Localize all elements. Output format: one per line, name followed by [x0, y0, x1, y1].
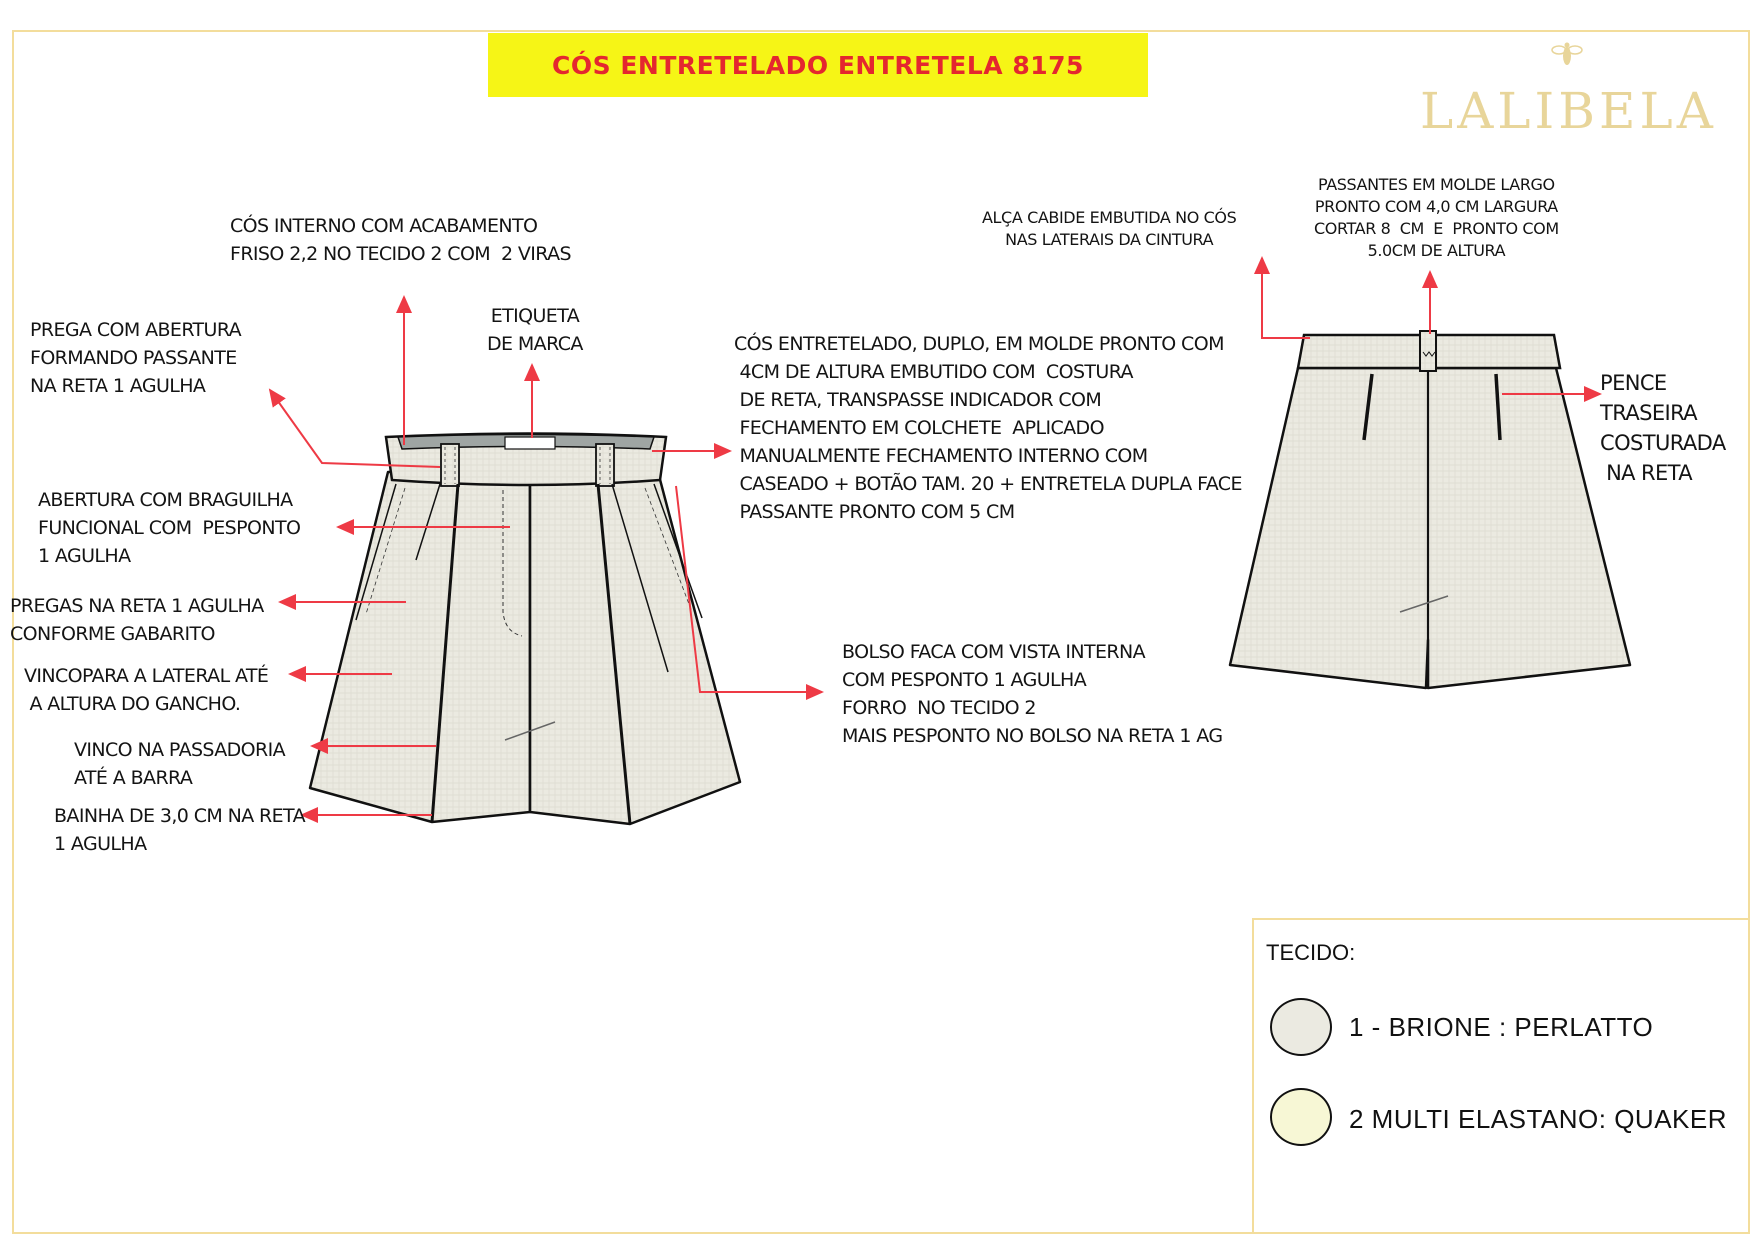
fabric-label-2: 2 MULTI ELASTANO: QUAKER: [1349, 1104, 1728, 1134]
belt-loop-left: [441, 444, 459, 486]
fabric-title: TECIDO:: [1266, 940, 1356, 965]
fabric-swatch-2: [1270, 1088, 1332, 1146]
note-cos-interno: CÓS INTERNO COM ACABAMENTO FRISO 2,2 NO TECIDO 2 COM 2 VIRAS: [230, 215, 571, 265]
back-shorts: [1230, 331, 1630, 688]
brand-name: LALIBELA: [1420, 82, 1717, 140]
back-body-simple: [1230, 368, 1630, 688]
note-vinco-lateral: VINCOPARA A LATERAL ATÉ A ALTURA DO GANCHO.: [24, 665, 269, 715]
note-prega-abertura: PREGA COM ABERTURA FORMANDO PASSANTE NA RETA 1 AGULHA: [30, 319, 242, 397]
fabric-legend: [1252, 918, 1750, 1234]
front-left-leg: [310, 468, 530, 822]
arrow-alca-cabide: [1262, 258, 1310, 338]
note-abertura-braguilha: ABERTURA COM BRAGUILHA FUNCIONAL COM PESPONTO 1 AGULHA: [38, 489, 301, 567]
note-etiqueta: ETIQUETA DE MARCA: [487, 305, 583, 355]
note-pence: PENCE TRASEIRA COSTURADA NA RETA: [1600, 371, 1726, 485]
note-cos-entretelado: CÓS ENTRETELADO, DUPLO, EM MOLDE PRONTO COM 4CM DE ALTURA EMBUTIDO COM COSTURA DE RETA, TRANSPASSE INDICADOR COM FECHAMENTO EM COLCHETE APLICADO MANUALMENTE FECHAMENTO INTERNO COM CASEADO + BOTÃO TAM. 20 + ENTRETELA DUPLA FACE PASSANTE PRONTO COM 5 CM: [734, 333, 1242, 523]
note-alca-cabide: ALÇA CABIDE EMBUTIDA NO CÓS NAS LATERAIS DA CINTURA: [982, 208, 1237, 249]
note-pregas-reta: PREGAS NA RETA 1 AGULHA CONFORME GABARITO: [10, 595, 264, 645]
page-title: CÓS ENTRETELADO ENTRETELA 8175: [552, 50, 1084, 80]
belt-loop-right: [596, 444, 614, 486]
note-bainha: BAINHA DE 3,0 CM NA RETA 1 AGULHA: [54, 805, 305, 855]
back-belt-loop: [1420, 331, 1436, 371]
brand-label: [505, 437, 555, 449]
front-right-leg: [530, 468, 740, 824]
note-passantes: PASSANTES EM MOLDE LARGO PRONTO COM 4,0 CM LARGURA CORTAR 8 CM E PRONTO COM 5.0CM DE ALTURA: [1314, 175, 1559, 260]
fabric-label-1: 1 - BRIONE : PERLATTO: [1349, 1012, 1654, 1042]
front-shorts: [310, 434, 740, 825]
note-vinco-passadoria: VINCO NA PASSADORIA ATÉ A BARRA: [74, 739, 286, 789]
fabric-swatch-1: [1270, 998, 1332, 1056]
note-bolso: BOLSO FACA COM VISTA INTERNA COM PESPONTO 1 AGULHA FORRO NO TECIDO 2 MAIS PESPONTO NO BOLSO NA RETA 1 AG: [842, 641, 1223, 747]
